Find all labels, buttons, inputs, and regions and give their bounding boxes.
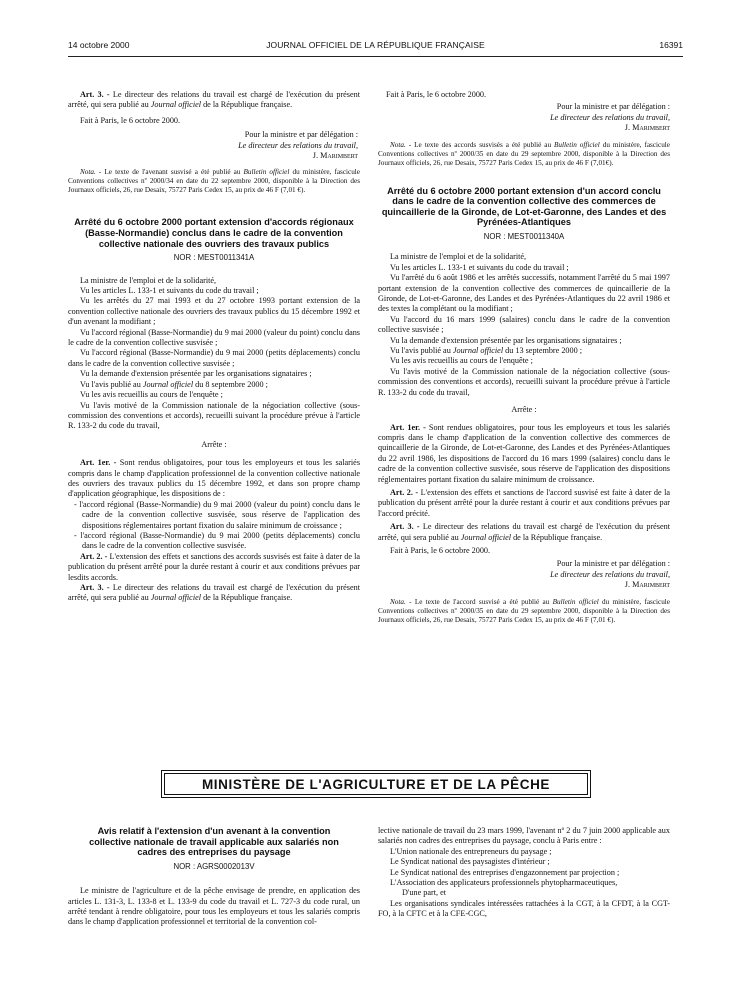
right-signature: Pour la ministre et par délégation : Le directeur des relations du travail, J. Marimbert [550,102,670,133]
header-journal-title: JOURNAL OFFICIEL DE LA RÉPUBLIQUE FRANÇAISE [266,40,485,50]
party-item: Les organisations syndicales intéressées rattachées à la CGT, à la CFDT, à la CGT-FO, à la CFTC et à la CFE-CGC, [378,898,670,919]
visa: Vu les avis recueillis au cours de l'enquête ; [80,390,223,400]
list-item: - l'accord régional (Basse-Normandie) du 9 mai 2000 (petits déplacements) conclu dans le cadre de la convention collective susvisée. [74,530,360,551]
header-page-number: 16391 [659,40,683,50]
article-2: Art. 2. - L'extension des effets et sanctions des accords susvisés est faite à dater de la publication du présent arrêté pour la durée restant à courir et aux conditions prévues par lesdits accords. [68,551,360,582]
arrete-travaux-publics-title: Arrêté du 6 octobre 2000 portant extension d'accords régionaux (Basse-Normandie) conclus dans le cadre de la convention collective nationale des ouvriers des travaux publics [74,217,354,249]
visa: Vu l'avis publié au Journal officiel du 8 septembre 2000 ; [80,379,268,389]
avis-text: Le ministre de l'agriculture et de la pêche envisage de prendre, en application des articles L. 131-3, L. 133-8 et L. 133-9 du code du travail et L. 727-3 du code rural, un arrêté tendant à rendre obligatoire, pour tous les employeurs et tous les salariés compris dans le champ d'application professionnel et territorial de la convention col- [68,886,360,927]
party-item: Le Syndicat national des paysagistes d'intérieur ; [390,857,550,867]
visa: La ministre de l'emploi et de la solidarité, [390,252,527,262]
article-1: Art. 1er. - Sont rendues obligatoires, pour tous les employeurs et tous les salariés compris dans le champ d'application de la convention collective des commerces de quincaillerie de la Gironde, de Lot-et-Garonne, des Landes et des Pyrénées-Atlantiques du 22 avril 1986, les dispositions de l'accord du 16 mars 1999 (salaires) conclu dans le cadre de la convention collective susvisée, sous réserve de l'application des dispositions réglementaires portant fixation du salaire minimum de croissance. [378,422,670,484]
avis-title: Avis relatif à l'extension d'un avenant à la convention collective nationale de travail applicable aux salariés non cadres des entreprises du paysage [89,826,339,858]
visa: Vu l'accord régional (Basse-Normandie) du 9 mai 2000 (petits déplacements) conclu dans le cadre de la convention collective susvisée ; [68,348,360,368]
arrete-quincaillerie-title: Arrêté du 6 octobre 2000 portant extension d'un accord conclu dans le cadre de la convention collective des commerces de quincaillerie de la Gironde, de Lot-et-Garonne, des Landes et des Pyrénées-Atlantiques [381,185,667,228]
article-3: Art. 3. - Le directeur des relations du travail est chargé de l'exécution du présent arrêté, qui sera publié au Journal officiel de la République française. [378,522,671,542]
arrete-word: Arrête : [201,439,227,449]
right-nota: Nota. - Le texte des accords susvisés a été publié au Bulletin officiel du ministère, fascicule Conventions collectives nº 2000/35 en date du 29 septembre 2000, disponible à la Direction des Journaux officiels, 26, rue Desaix, 75727 Paris Cedex 15, au prix de 46 F (7,01€). [378,140,670,167]
right-nota-2: Nota. - Le texte de l'accord susvisé a été publié au Bulletin officiel du ministère, fascicule Conventions collectives nº 2000/35 en date du 29 septembre 2000, disponible à la Direction des Journaux officiels, 26, rue Desaix, 75727 Paris Cedex 15, au prix de 46 F (7,01 €). [378,597,670,624]
right-column [378,90,670,625]
avis-nor: NOR : AGRS0002013V [173,861,255,871]
article-1: Art. 1er. - Sont rendus obligatoires, pour tous les employeurs et tous les salariés compris dans le champ d'application professionnel de la convention collective nationale des ouvriers des travaux publics du 15 décembre 1992, et dans son propre champ d'application géographique, les dispositions de : [68,458,361,499]
bottom-right-column [378,826,670,920]
header-date: 14 octobre 2000 [68,40,130,50]
party-item: L'Union nationale des entrepreneurs du paysage ; [390,846,552,856]
article-2: Art. 2. - L'extension des effets et sanctions de l'accord susvisé est faite à dater de la publication du présent arrêté pour la durée restant à courir et aux conditions prévues par l'accord précité. [378,487,671,518]
visa: Vu l'avis publié au Journal officiel du 13 septembre 2000 ; [390,346,583,356]
visa: Vu l'accord du 16 mars 1999 (salaires) conclu dans le cadre de la convention collective susvisée ; [378,314,670,335]
right-fait-2: Fait à Paris, le 6 octobre 2000. [390,545,491,555]
visa: La ministre de l'emploi et de la solidarité, [80,275,217,285]
article-3: Art. 3. - Le directeur des relations du travail est chargé de l'exécution du présent arrêté, qui sera publié au Journal officiel de la République française. [68,583,361,603]
visa: Vu l'avis motivé de la Commission nationale de la négociation collective (sous-commission des conventions et accords), recueilli suivant la procédure prévue à l'article R. 133-2 du code du travail, [378,366,670,397]
ministry-banner [161,770,591,798]
left-column [68,90,360,604]
visa: Vu les arrêtés du 27 mai 1993 et du 27 octobre 1993 portant extension de la convention collective nationale des ouvriers des travaux publics du 15 décembre 1992 et d'un avenant la modifiant ; [68,296,360,327]
bottom-left-column [68,826,360,928]
visa: Vu les articles L. 133-1 et suivants du code du travail ; [80,286,259,296]
visa: Vu les avis recueillis au cours de l'enquête ; [390,356,533,366]
party-item: L'Association des applicateurs professionnels phytopharmaceutiques, [390,878,618,888]
visa: Vu l'arrêté du 6 août 1986 et les arrêtés successifs, notamment l'arrêté du 5 mai 1997 portant extension de la convention collective des commerces de quincaillerie de la Gironde, de Lot-et-Garonne, des Landes et des Pyrénées-Atlantiques du 22 avril 1986 et des textes la complétant ou la modifiant ; [378,273,670,314]
dispositions-list [68,500,360,552]
left-nota: Nota. - Le texte de l'avenant susvisé a été publié au Bulletin officiel du ministère, fascicule Conventions collectives nº 2000/34 en date du 22 septembre 2000, disponible à la Direction des Journaux officiels, 26, rue Desaix, 75727 Paris Cedex 15, au prix de 46 F (7,01 €). [68,168,360,195]
arrete-quincaillerie-nor: NOR : MEST0011340A [483,232,565,241]
left-art3: Art. 3. - Le directeur des relations du travail est chargé de l'exécution du présent arrêté, qui sera publié au Journal officiel de la République française. [68,90,361,110]
visa: Vu l'accord régional (Basse-Normandie) du 9 mai 2000 (valeur du point) conclu dans le cadre de la convention collective susvisée ; [68,327,360,348]
page-header [68,40,683,54]
arrete-travaux-publics-nor: NOR : MESТ0011341A [173,253,255,263]
visa: Vu la demande d'extension présentée par les organisations signataires ; [80,369,312,379]
visa: Vu la demande d'extension présentée par les organisations signataires ; [390,335,622,345]
ministry-banner-text: MINISTÈRE DE L'AGRICULTURE ET DE LA PÊCHE [164,773,588,795]
visa: Vu l'avis motivé de la Commission nationale de la négociation collective (sous-commission des conventions et accords), recueilli suivant la procédure prévue à l'article R. 133-2 du code du travail, [68,400,360,431]
party-item: Le Syndicat national des entreprises d'engazonnement par projection ; [390,867,620,877]
right-fait: Fait à Paris, le 6 octobre 2000. [386,90,487,99]
left-fait: Fait à Paris, le 6 octobre 2000. [80,115,181,125]
visa: Vu les articles L. 133-1 et suivants du code du travail ; [390,262,569,272]
list-item: - l'accord régional (Basse-Normandie) du 9 mai 2000 (valeur du point) conclu dans le cadre de la convention collective susvisée, sous réserve de l'application des dispositions réglementaires portant fixation du salaire minimum de croissance ; [74,499,360,530]
left-signature: Pour la ministre et par délégation : Le directeur des relations du travail, J. Marimbert [238,130,358,161]
header-rule [68,56,683,57]
party-separator: D'une part, et [402,888,446,898]
avis-continuation: lective nationale de travail du 23 mars 1999, l'avenant nº 2 du 7 juin 2000 applicable aux salariés non cadres des entreprises du paysage, conclu à Paris entre : [378,826,670,846]
right-signature-2: Pour la ministre et par délégation : Le directeur des relations du travail, J. Marimbert [550,559,670,590]
arrete-word: Arrête : [511,405,537,415]
